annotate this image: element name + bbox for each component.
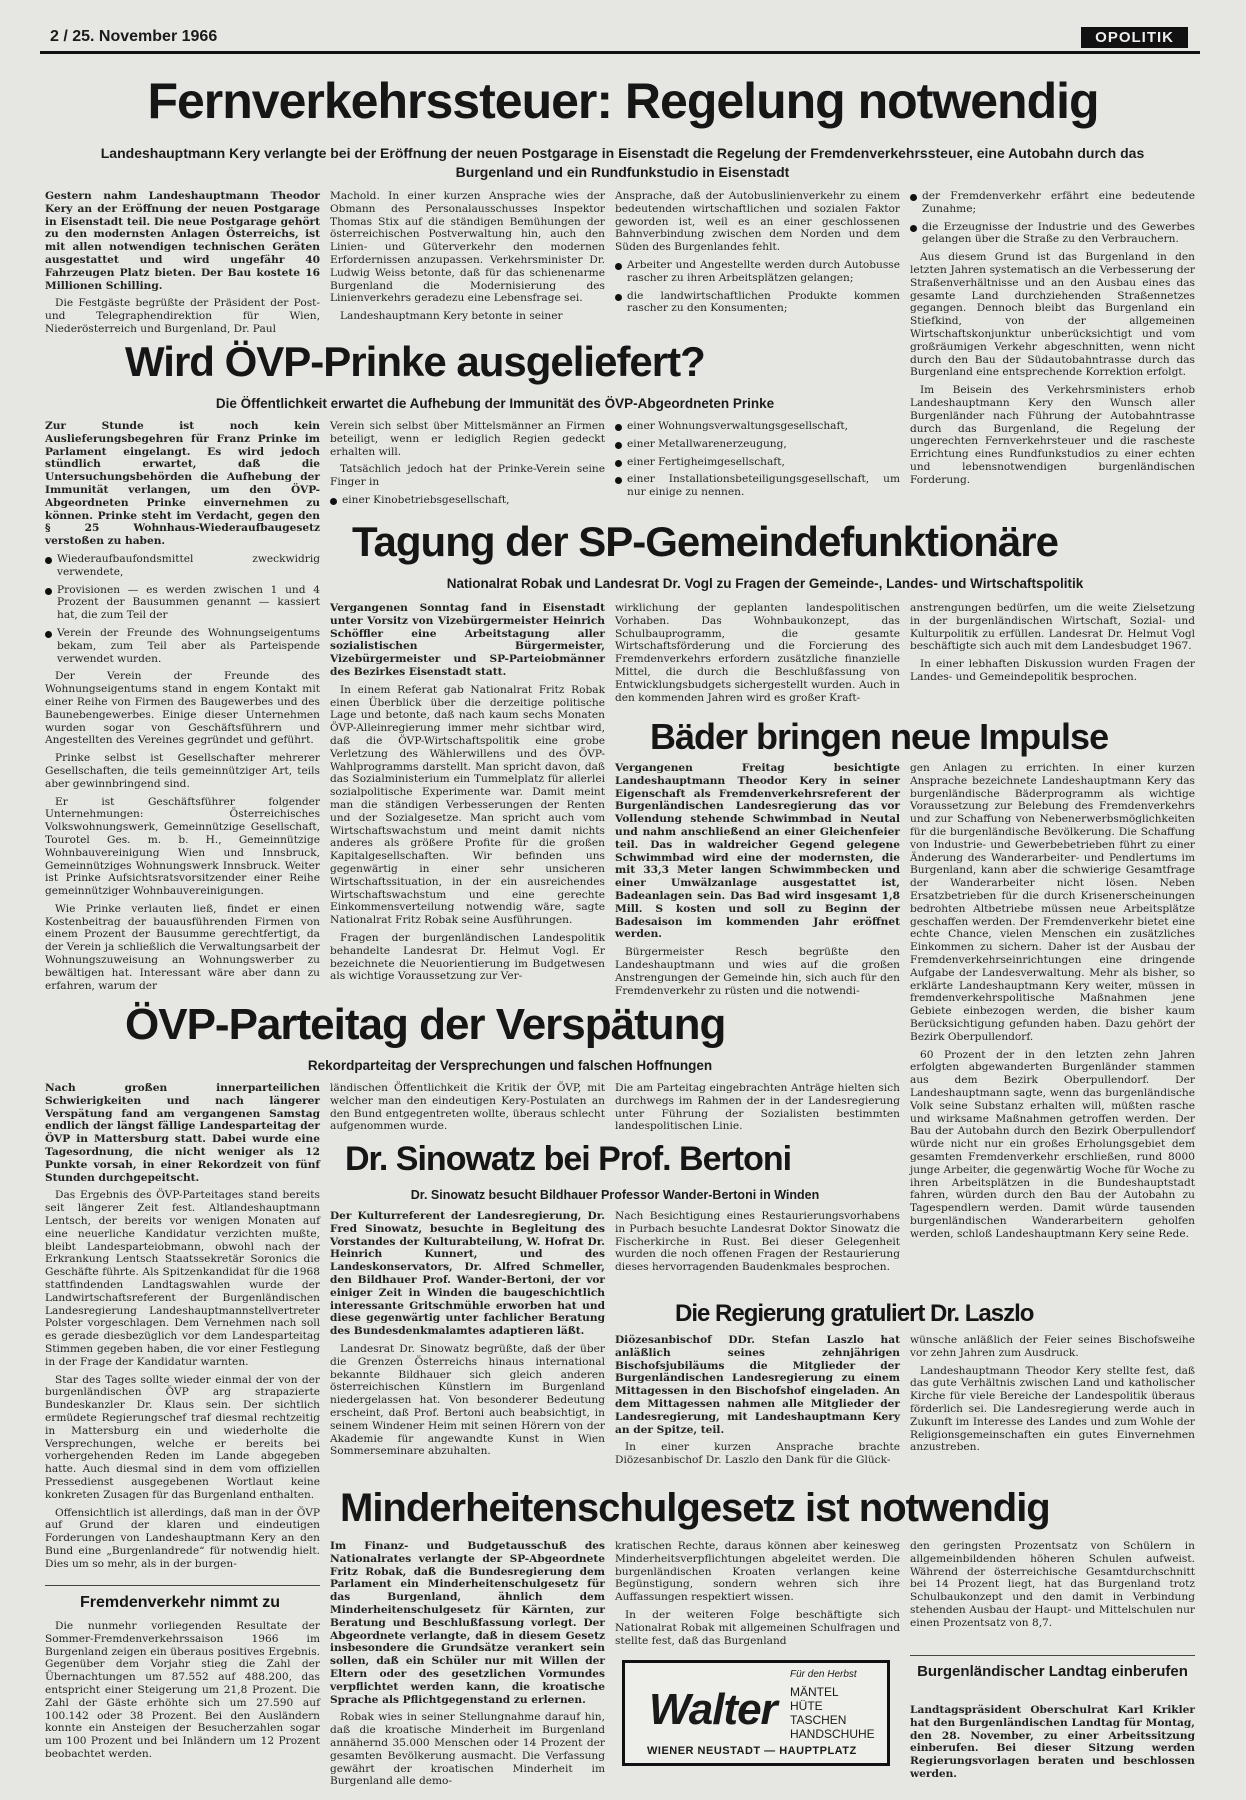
article6-subheadline: Dr. Sinowatz besucht Bildhauer Professor Wander-Bertoni in Winden [410, 1188, 820, 1202]
ad-item: TASCHEN [790, 1713, 847, 1727]
article1-col3: Ansprache, daß der Autobuslinienverkehr zu einem bedeutenden wirtschaftlichen und sozialen Faktor geworden ist, weil es an einer geschlossenen Bahnverbindung zwischen dem Norden und dem Süden des Burgenlandes fehlt. Arbeiter und Angestellte werden durch Autobusse rascher zu ihren Arbeitsplätzen gelangen; die landwirtschaftlichen Produkte kommen rascher zu den Konsumenten; [615, 190, 900, 315]
article2-col3: einer Wohnungsverwaltungsgesellschaft, einer Metallwarenerzeugung, einer Fertigheimgesellschaft, einer Installationsbeteiligungsgesellschaft, um nur einige zu nennen. [615, 420, 900, 510]
article2-col2: Verein sich selbst über Mittelsmänner an Firmen beteiligt, wenn er lediglich Regien gedeckt erhalten will. Tatsächlich jedoch hat der Prinke-Verein seine Finger in einer Kinobetriebsgesellschaft, [330, 420, 605, 506]
article2-subheadline: Die Öffentlichkeit erwartet die Aufhebung der Immunität des ÖVP-Abgeordneten Prinke [215, 396, 775, 411]
ad-item: MÄNTEL [790, 1685, 839, 1699]
article3-headline: Tagung der SP-Gemeindefunktionäre [352, 518, 1058, 565]
article10-body: Landtagspräsident Oberschulrat Karl Krikler hat den Burgenländischen Landtag für Montag, den 28. November, zu einer Arbeitssitzung einberufen. Bei dieser Sitzung werden Regierungsvorlagen beraten und beschlossen werden. [910, 1704, 1195, 1780]
divider [910, 1655, 1195, 1656]
article5-headline: ÖVP-Parteitag der Verspätung [125, 1000, 726, 1049]
article8-col2: kratischen Rechte, daraus können aber keinesweg Minderheitsverpflichtungen abgeleitet werden. Die burgenländischen Kroaten verlangen keine Begünstigung, sondern wehren sich ihre Auffassungen respektiert wissen. In der weiteren Folge beschäftigte sich Nationalrat Robak mit allgemeinen Schulfragen und stellte fest, daß das Burgenland [615, 1540, 900, 1647]
article3-col1: Vergangenen Sonntag fand in Eisenstadt unter Vorsitz von Vizebürgermeister Heinrich Schöffler eine Arbeitstagung aller sozialistischen Bürgermeister, Vizebürgermeister und SP-Parteiobmänner des Bezirkes Eisenstadt statt. In einem Referat gab Nationalrat Fritz Robak einen Überblick über die derzeitige politische Lage und betonte, daß nach kaum sechs Monaten ÖVP-Alleinregierung immer mehr sichtbar wird, daß die ÖVP-Wirtschaftspolitik eine grobe Verletzung des Wählerwillens und des ÖVP-Wahlprogramms darstellt. Man spricht davon, daß das Sozialministerium ein Tummelplatz für allerlei sozialpolitische Experimente war. Damit meint man die ständigen Verbesserungen der Renten und der Sozialgesetze. Man spricht auch vom Wirtschaftswachstum und meint damit nichts anderes als größere Profite für die großen Kapitalgesellschaften. Wir befinden uns gegenwärtig in einer sehr unsicheren Wirtschaftssituation, in der ein ausreichendes Wirtschaftswachstum und eine gerechte Einkommensverteilung notwendig wäre, sagte Nationalrat Fritz Robak seine Ausführungen. Fragen der burgenländischen Landespolitik behandelte Landesrat Dr. Helmut Vogl. Er bezeichnete die Neuorientierung im Budgetwesen als wichtige Voraussetzung zur Ver- [330, 602, 605, 983]
article6-headline: Dr. Sinowatz bei Prof. Bertoni [345, 1140, 792, 1178]
article8-headline: Minderheitenschulgesetz ist notwendig [340, 1486, 1050, 1530]
article4-col1: Vergangenen Freitag besichtigte Landeshauptmann Theodor Kery in seiner Eigenschaft als Fremdenverkehrsreferent der Burgenländischen Landesregierung das vor Vollendung stehende Schwimmbad in Neutal und nahm anschließend an einer Gleichenfeier teil. Das in waldreicher Gegend gelegene Schwimmbad wird eine der modernsten, die mit 33,3 Meter langen Schwimmbecken und einer Umwälzanlage ausgestattet ist, Badeanlagen sein. Das Bad wird insgesamt 1,8 Mill. S kosten und soll zu Beginn der Badesaison im kommenden Jahr eröffnet werden. Bürgermeister Resch begrüßte den Landeshauptmann und wies auf die großen Anstrengungen der Gemeinde hin, sich auch für den Fremdenverkehr zu rüsten und die notwendi- [615, 762, 900, 997]
article3-subheadline: Nationalrat Robak und Landesrat Dr. Vogl zu Fragen der Gemeinde-, Landes- und Wirtschaftspolitik [446, 576, 1084, 591]
section-label: OPOLITIK [1081, 27, 1188, 48]
article9-body: Die nunmehr vorliegenden Resultate der Sommer-Fremdenverkehrssaison 1966 im Burgenland zeigen ein überaus positives Ergebnis. Gegenüber dem Vorjahr stieg die Zahl der Übernachtungen um 87.552 auf 488.200, das entspricht einer Steigerung um 21,8 Prozent. Die Zahl der Gäste erhöhte sich um 27.590 auf 100.142 oder 38 Prozent. Bei den Ausländern konnte ein Ansteigen der Besucherzahlen sogar um 100 Prozent und bei Inländern um 12 Prozent beobachtet werden. [45, 1620, 320, 1760]
ad-item: HÜTE [790, 1699, 823, 1713]
article3-col3: anstrengungen bedürfen, um die weite Zielsetzung in der burgenländischen Wirtschaft, Sozial- und Kulturpolitik zu erfüllen. Landesrat Dr. Helmut Vogl beschäftigte sich auch mit dem Landesbudget 1967. In einer lebhaften Diskussion wurden Fragen der Landes- und Gemeindepolitik besprochen. [910, 602, 1195, 683]
article7-col2: wünsche anläßlich der Feier seines Bischofsweihe vor zehn Jahren zum Ausdruck. Landeshauptmann Theodor Kery stellte fest, daß das gute Verhältnis zwischen Land und katholischer Kirche für viele Bereiche der Landespolitik überaus förderlich sei. Die Landesregierung werde auch in Zukunft im Interesse des Landes und zum Wohle der Religionsgemeinschaften ein gutes Einvernehmen anzustreben. [910, 1334, 1195, 1454]
article2-headline: Wird ÖVP-Prinke ausgeliefert? [125, 338, 705, 385]
ad-address: WIENER NEUSTADT — HAUPTPLATZ [647, 1745, 857, 1757]
article4-headline: Bäder bringen neue Impulse [650, 716, 1109, 757]
ad-items [790, 1685, 875, 1741]
article5-subheadline: Rekordparteitag der Versprechungen und falschen Hoffnungen [307, 1058, 713, 1073]
divider [45, 1585, 320, 1586]
article7-headline: Die Regierung gratuliert Dr. Laszlo [675, 1300, 1034, 1327]
page-date: 2 / 25. November 1966 [50, 28, 218, 45]
article3-col2: wirklichung der geplanten landespolitischen Vorhaben. Das Wohnbaukonzept, das Schulbauprogramm, die gesamte Wirtschaftsförderung und die Forcierung des Fremdenverkehrs erfordern zusätzliche finanzielle Mittel, die durch die Beschlußfassung von Entwicklungsbudgets sichergestellt wurden. Auch in den kommenden Jahren wird es großer Kraft- [615, 602, 900, 704]
article6-col2: Nach Besichtigung eines Restaurierungsvorhabens in Purbach besuchte Landesrat Doktor Sinowatz die Fischerkirche in Rust. Bei dieser Gelegenheit wurden die noch offenen Fragen der Restaurierung dieses hervorragenden Baudenkmales besprochen. [615, 1210, 900, 1274]
page-header [40, 28, 1200, 54]
article9-headline: Fremdenverkehr nimmt zu [80, 1594, 281, 1611]
article8-col3: den geringsten Prozentsatz von Schülern in allgemeinbildenden höheren Schulen aufweist. Während der österreichische Gesamtdurchschnitt bei 14 Prozent liegt, hat das Burgenland trotz Schulbaukonzept und den damit in Verbindung stehenden Ausbau der Haupt- und Mittelschulen nur einen Prozentsatz von 8,7. [910, 1540, 1195, 1629]
ad-item: HANDSCHUHE [790, 1727, 875, 1741]
article5-col2: ländischen Öffentlichkeit die Kritik der ÖVP, mit welcher man den eindeutigen Kery-Postulaten an den Bund entgegentreten wollte, überaus schlecht aufgenommen wurde. [330, 1082, 605, 1133]
article2-col1: Zur Stunde ist noch kein Auslieferungsbegehren für Franz Prinke im Parlament eingelangt. Es wird jedoch stündlich erwartet, daß die Untersuchungsbehörden die Aufhebung der Immunität verlangen, um den ÖVP-Abgeordneten Prinke einvernehmen zu können. Prinke steht im Verdacht, gegen den § 25 Wohnhaus-Wiederaufbaugesetz verstoßen zu haben. Wiederaufbaufondsmittel zweckwidrig verwendete, Provisionen — es werden zwischen 1 und 4 Prozent der Bausummen genannt — kassiert hat, die zum Teil der Verein der Freunde des Wohnungseigentums bekam, zum Teil aber als Parteispende verwendet wurden. Der Verein der Freunde des Wohnungseigentums stand in engem Kontakt mit einer Reihe von Firmen des Baugewerbes und des Baunebengewerbes. Einige dieser Unternehmen wurden sogar von Geschäftsführern und Angestellten des Vereines gegründet und geführt. Prinke selbst ist Gesellschafter mehrerer Gesellschaften, die teils gemeinnütziger Art, teils aber gewinnbringend sind. Er ist Geschäftsführer folgender Unternehmungen: Österreichisches Volkswohnungswerk, Gemeinnützige Gesellschaft, Tourotel Ges. m. b. H., Gemeinnützige Wohnbauvereinigung Wien und Innsbruck, Gemeinnütziges Wohnungswerk Innsbruck. Weiter ist Prinke Aufsichtsratsvorsitzender einer Reihe gemeinnütziger Wohnbauvereinigungen. Wie Prinke verlauten ließ, findet er einen Kostenbeitrag der bauausführenden Firmen von einem Prozent der Bausumme gerechtfertigt, da der Verein ja schließlich die Verwaltungsarbeit der Wohnungszuweisung an Wohnungswerber zu bewältigen hat. Interessant wäre aber dann zu erfahren, warum der [45, 420, 320, 992]
article1-col1: Gestern nahm Landeshauptmann Theodor Kery an der Eröffnung der neuen Postgarage in Eisenstadt teil. Die neue Postgarage gehört zu den modernsten Anlagen Österreichs, ist mit allen notwendigen technischen Geräten ausgestattet und wird ungefähr 40 Fahrzeugen Platz bieten. Der Bau kostete 16 Millionen Schilling. Die Festgäste begrüßte der Präsident der Post- und Telegraphendirektion für Wien, Niederösterreich und Burgenland, Dr. Paul [45, 190, 320, 335]
article6-col1: Der Kulturreferent der Landesregierung, Dr. Fred Sinowatz, besuchte in Begleitung des Vorstandes der Kulturabteilung, W. Hofrat Dr. Heinrich Kunnert, und des Landeskonservators, Dr. Alfred Schmeller, den Bildhauer Prof. Wander-Bertoni, der vor einiger Zeit in Winden die baugeschichtlich interessante Gritschmühle erworben hat und diese gegenwärtig unter fachlicher Beratung des Bundesdenkmalamtes adaptieren läßt. Landesrat Dr. Sinowatz begrüßte, daß der über die Grenzen Österreichs hinaus international bekannte Bildhauer sich gleich anderen österreichischen Künstlern im Burgenland niedergelassen hat. Von besonderer Bedeutung erscheint, daß Prof. Bertoni auch beabsichtigt, in seinem Windener Heim mit seinen Hörern von der Akademie für angewandte Kunst in Wien Sommerseminare abzuhalten. [330, 1210, 605, 1458]
ad-brand-logo: Walter [649, 1685, 777, 1734]
article5-col1: Nach großen innerparteilichen Schwierigkeiten und nach längerer Verspätung fand am vergangenen Samstag endlich der längst fällige Landesparteitag der ÖVP in Mattersburg statt. Dabei wurde eine Tagesordnung, die nicht weniger als 12 Punkte vorsah, in einer Rekordzeit von fünf Stunden durchgepeitscht. Das Ergebnis des ÖVP-Parteitages stand bereits seit längerer Zeit fest. Altlandeshauptmann Lentsch, der bereits vor wenigen Monaten auf eine neuerliche Kandidatur verzichten mußte, bleibt Landesparteiobmann, obwohl nach der Erkrankung Lentsch Staatssekretär Soronics die Geschäfte führte. Als Spitzenkandidat für die 1968 stattfindenden Landtagswahlen wurde der Landwirtschaftsreferent der Burgenländischen Landesregierung Landeshauptmannstellvertreter Polster vorgeschlagen. Dem Vernehmen nach soll es gerade diesbezüglich vor dem Landesparteitag Stimmen gegeben haben, die vor einer Festlegung in der Frage der Kandidatur warnten. Star des Tages sollte wieder einmal der von der burgenländischen ÖVP arg strapazierte Bundeskanzler Dr. Klaus sein. Der sichtlich ermüdete Regierungschef traf diesmal rechtzeitig in Mattersburg ein und wiederholte die Versprechungen, welche er bereits bei vorhergehenden Reden im Lande abgegeben hatte. Auch diesmal sind in dem vom offiziellen Pressedienst ausgegebenen Wortlaut keine konkreten Zusagen für das Burgenland enthalten. Offensichtlich ist allerdings, daß man in der ÖVP auf Grund der klaren und eindeutigen Forderungen von Landeshauptmann Kery an den Bund eine „Burgenlandrede“ für notwendig hielt. Dies um so mehr, als in der burgen- [45, 1082, 320, 1570]
ad-tagline: Für den Herbst [790, 1669, 857, 1680]
article1-headline: Fernverkehrssteuer: Regelung notwendig [147, 73, 1099, 129]
article7-col1: Diözesanbischof DDr. Stefan Laszlo hat anläßlich seines zehnjährigen Bischofsjubiläums die Mitglieder der Burgenländischen Landesregierung zu einem Mittagessen in den Bischofshof eingeladen. An dem Mittagessen nahmen alle Mitglieder der Landesregierung, mit Landeshauptmann Kery an der Spitze, teil. In einer kurzen Ansprache brachte Diözesanbischof Dr. Laszlo den Dank für die Glück- [615, 1334, 900, 1467]
article4-col2: gen Anlagen zu errichten. In einer kurzen Ansprache bezeichnete Landeshauptmann Kery das burgenländische Bäderprogramm als wichtige Voraussetzung zur Belebung des Fremdenverkehrs und zur Schaffung von Nebenerwerbsmöglichkeiten für die burgenländische Bevölkerung. Die Schaffung von Industrie- und Gewerbebetrieben führt zu einer Änderung des Wanderarbeiter- und Pendlertums im Burgenland, kann aber die schwierige Gesamtfrage der Wanderarbeiter nicht lösen. Neben Ersatzbetrieben für die durch Krisenerscheinungen bedrohten Altbetriebe müssen neue Arbeitsplätze geschaffen werden. Der Fremdenverkehr bietet eine echte Chance, vielen Menschen ein zusätzliches Einkommen zu sichern. Daher ist der Ausbau der Fremdenverkehrseinrichtungen eine dringende Aufgabe der Landesverwaltung. Mehr als bisher, so erklärte Landeshauptmann Kery weiter, müssen in fremdenverkehrspolitische Maßnahmen jene Gebiete einbezogen werden, die bisher kaum Berücksichtigung gefunden haben. Dazu gehört der Bezirk Oberpullendorf. 60 Prozent der in den letzten zehn Jahren erfolgten abgewanderten Burgenländer stammen aus dem Bezirk Oberpullendorf. Der Landeshauptmann sagte, wenn das burgenländische Volk seine Substanz erhalten will, müßten rasche und wirksame Maßnahmen getroffen werden. Der Bau der Autobahn durch den Bezirk Oberpullendorf würde nicht nur ein großes Erholungsgebiet dem gesamten Fremdenverkehr erschließen, rund 8000 junge Arbeiter, die gegenwärtig Woche für Woche zu ihren Arbeitsplätzen in die Bundeshauptstadt fahren, würden durch den Bau der Autobahn zu Tagespendlern werden. Damit würde tausenden burgenländischen Wanderarbeitern geholfen werden, schloß Landeshauptmann Kery seine Rede. [910, 762, 1195, 1240]
article1-subheadline: Landeshauptmann Kery verlangte bei der Eröffnung der neuen Postgarage in Eisenstadt die Regelung der Fremdenverkehrssteuer, eine Autobahn durch das Burgenland und ein Rundfunkstudio in Eisenstadt [100, 145, 1145, 180]
article5-col3: Die am Parteitag eingebrachten Anträge hielten sich durchwegs im Rahmen der in der Landesregierung unter Führung der Sozialisten bestimmten landespolitischen Linie. [615, 1082, 900, 1133]
article1-col4: der Fremdenverkehr erfährt eine bedeutende Zunahme; die Erzeugnisse der Industrie und des Gewerbes gelangen über die Straße zu den Verbrauchern. Aus diesem Grund ist das Burgenland in den letzten Jahren systematisch an die Verbesserung der Straßenverhältnisse und an den Ausbau eines das gesamte Land durchziehenden Straßennetzes gegangen. Dennoch bleibt das Burgenland ein Stiefkind, von der allgemeinen Wirtschaftskonjunktur unberücksichtigt und vom großräumigen Verkehr abgeschnitten, wenn nicht durch den Bau der Südautobahntrasse durch das Burgenland eine entsprechende Korrektion erfolgt. Im Beisein des Verkehrsministers erhob Landeshauptmann Kery den Wunsch aller Burgenländer nach Führung der Autobahntrasse durch das Burgenland, die Regelung der ungerechten Fernverkehrsteuer und die rascheste Errichtung eines Rundfunkstudios zu einer echten und lebensnotwendigen burgenländischen Forderung. [910, 190, 1195, 486]
article10-headline: Burgenländischer Landtag einberufen [917, 1663, 1188, 1680]
article8-col1: Im Finanz- und Budgetausschuß des Nationalrates verlangte der SP-Abgeordnete Fritz Robak, daß die Bundesregierung dem Parlament ein Minderheitenschulgesetz für das Burgenland, ähnlich dem Minderheitenschulgesetz für Kärnten, zur Beratung und Beschlußfassung vorlegt. Der Abgeordnete verlangte, daß in diesem Gesetz insbesondere die Grundsätze verankert sein sollen, daß ein Schüler nur mit Willen der Eltern oder des gesetzlichen Vormundes verpflichtet werden kann, die kroatische Sprache als Pflichtgegenstand zu erlernen. Robak wies in seiner Stellungnahme darauf hin, daß die kroatische Minderheit im Burgenland annähernd 35.000 Menschen oder 14 Prozent der gesamten Bevölkerung ausmacht. Die Verfassung gewährt der kroatischen Minderheit im Burgenland alle demo- [330, 1540, 605, 1788]
article1-col2: Machold. In einer kurzen Ansprache wies der Obmann des Personalausschusses Inspektor Thomas Stix auf die ständigen Bemühungen der österreichischen Postverwaltung hin, auch den Linien- und Güterverkehr den modernen Erfordernissen anzupassen. Verkehrsminister Dr. Ludwig Weiss betonte, daß für das schienenarme Burgenland die Modernisierung des Linienverkehrs geradezu eine Lebensfrage sei. Landeshauptmann Kery betonte in seiner [330, 190, 605, 323]
advertisement-walter [622, 1660, 890, 1766]
